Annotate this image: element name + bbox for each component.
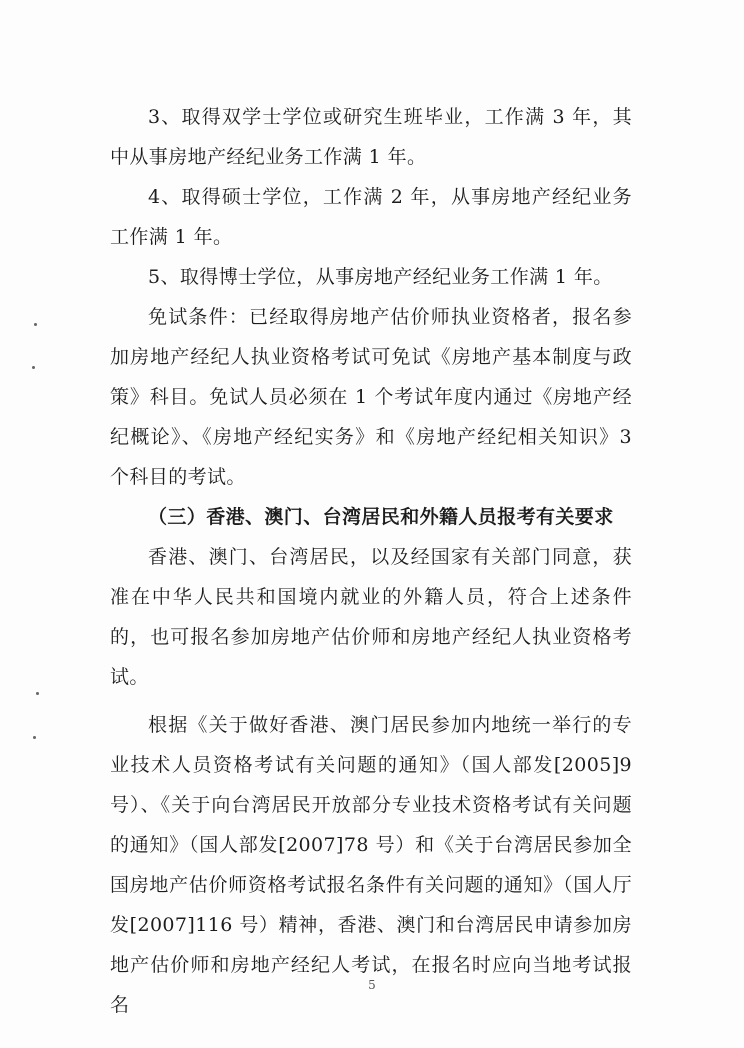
policy-reference-paragraph: 根据《关于做好香港、澳门居民参加内地统一举行的专业技术人员资格考试有关问题的通知》（国人部发[2005]9 号）、《关于向台湾居民开放部分专业技术资格考试有关问题的通知》（国人部发[2007]78 号）和《关于台湾居民参加全国房地产估价师资格考试报名条件有关问题的通知》（国人厅发[2007]116 号）精神，香港、澳门和台湾居民申请参加房地产估价师和房地产经纪人考试，在报名时应向当地考试报名 xyxy=(110,714,632,1016)
condition-3-paragraph: 3、取得双学士学位或研究生班毕业，工作满 3 年，其中从事房地产经纪业务工作满 1 年。 xyxy=(110,106,632,168)
condition-4-paragraph: 4、取得硕士学位，工作满 2 年，从事房地产经纪业务工作满 1 年。 xyxy=(110,186,632,248)
paragraph-spacer xyxy=(110,697,632,705)
scan-mark xyxy=(32,366,35,369)
scan-mark xyxy=(33,736,36,739)
scan-mark xyxy=(34,323,37,326)
condition-5-paragraph: 5、取得博士学位，从事房地产经纪业务工作满 1 年。 xyxy=(148,266,613,288)
document-body xyxy=(110,97,632,1025)
scan-mark xyxy=(36,692,39,695)
exemption-paragraph: 免试条件：已经取得房地产估价师执业资格者，报名参加房地产经纪人执业资格考试可免试《房地产基本制度与政策》科目。免试人员必须在 1 个考试年度内通过《房地产经纪概论》、《房地产经纪实务》和《房地产经纪相关知识》3 个科目的考试。 xyxy=(110,306,632,488)
page-number: 5 xyxy=(368,978,376,992)
foreign-applicant-paragraph: 香港、澳门、台湾居民，以及经国家有关部门同意，获准在中华人民共和国境内就业的外籍人员，符合上述条件的，也可报名参加房地产估价师和房地产经纪人执业资格考试。 xyxy=(110,546,632,688)
section-heading: （三）香港、澳门、台湾居民和外籍人员报考有关要求 xyxy=(148,506,614,528)
